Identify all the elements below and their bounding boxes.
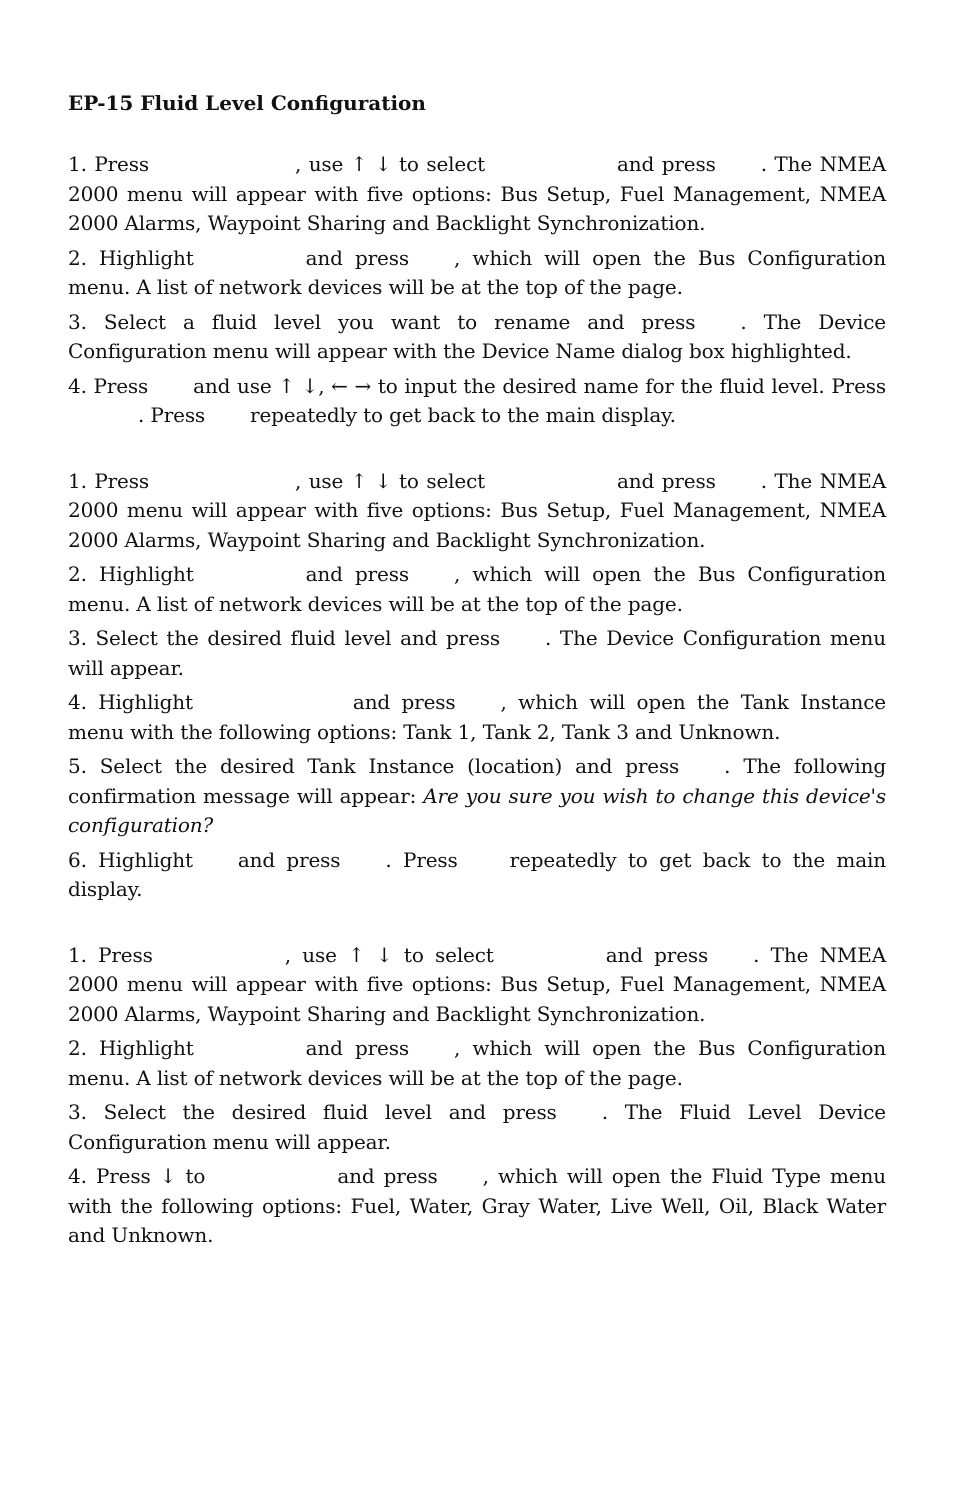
step-2 bbox=[68, 244, 886, 303]
step-text: , use ↑ ↓ to select bbox=[294, 468, 486, 493]
step-text: , which will open the Bus Configuration menu. A list of network devices will be at the top of the page. bbox=[68, 562, 886, 616]
step-text: . Press bbox=[138, 403, 206, 427]
step-text: and press bbox=[617, 468, 716, 493]
step-text: , use ↑ ↓ to select bbox=[284, 942, 494, 967]
step-text: . The following confirmation message will appear: bbox=[68, 754, 886, 808]
step-1 bbox=[68, 467, 886, 556]
step-text: and use ↑ ↓, ← → to input the desired name for the fluid level. Press bbox=[193, 373, 886, 398]
step-1 bbox=[68, 941, 886, 1030]
step-text: . Press bbox=[385, 847, 458, 872]
step-text: , which will open the Bus Configuration menu. A list of network devices will be at the top of the page. bbox=[68, 1036, 886, 1090]
step-text: 5. Select the desired Tank Instance (location) and press bbox=[68, 754, 680, 778]
step-5 bbox=[68, 752, 886, 841]
step-text: 1. Press bbox=[68, 152, 149, 176]
step-text: 2. Highlight bbox=[68, 245, 194, 270]
step-text: 3. Select the desired fluid level and press bbox=[68, 626, 500, 650]
step-2 bbox=[68, 1034, 886, 1093]
confirmation-message: Are you sure you wish to change this device's configuration? bbox=[68, 783, 886, 837]
step-text: 4. Press ↓ to bbox=[68, 1164, 206, 1188]
step-text: and press bbox=[617, 152, 716, 176]
step-text: , which will open the Tank Instance menu with the following options: Tank 1, Tank 2, Tank 3 and Unknown. bbox=[68, 690, 886, 744]
step-1 bbox=[68, 150, 886, 239]
step-text: 4. Press bbox=[68, 373, 149, 398]
step-text: and press bbox=[352, 690, 456, 714]
section-fluid-type bbox=[68, 941, 886, 1251]
step-text: and press bbox=[605, 942, 709, 967]
step-text: 4. Highlight bbox=[68, 690, 193, 714]
step-text: repeatedly to get back to the main display. bbox=[250, 403, 676, 427]
step-4 bbox=[68, 1162, 886, 1251]
step-text: 3. Select a fluid level you want to rename and press bbox=[68, 309, 696, 334]
step-text: . The Device Configuration menu will appear. bbox=[68, 626, 886, 680]
step-text: 1. Press bbox=[68, 468, 149, 493]
step-3 bbox=[68, 1098, 886, 1157]
section-rename bbox=[68, 150, 886, 431]
step-text: and press bbox=[305, 562, 409, 586]
step-text: and press bbox=[237, 847, 341, 872]
step-text: 1. Press bbox=[68, 942, 153, 967]
step-text: and press bbox=[305, 245, 409, 270]
page-title: EP-15 Fluid Level Configuration bbox=[68, 91, 426, 115]
step-4 bbox=[68, 372, 886, 431]
step-2 bbox=[68, 560, 886, 619]
step-text: 2. Highlight bbox=[68, 562, 194, 586]
step-text: 6. Highlight bbox=[68, 847, 193, 872]
step-4 bbox=[68, 688, 886, 747]
step-text: , which will open the Fluid Type menu with the following options: Fuel, Water, Gray Water, Live Well, Oil, Black Water and Unknown. bbox=[68, 1164, 887, 1247]
step-text: , use ↑ ↓ to select bbox=[294, 152, 486, 176]
step-text: . The NMEA 2000 menu will appear with five options: Bus Setup, Fuel Management, NMEA 2000 Alarms, Waypoint Sharing and Backlight Synchronization. bbox=[68, 152, 886, 235]
step-text: 3. Select the desired fluid level and press bbox=[68, 1100, 557, 1124]
step-text: , which will open the Bus Configuration menu. A list of network devices will be at the top of the page. bbox=[68, 245, 886, 299]
step-text: repeatedly to get back to the main display. bbox=[68, 847, 887, 901]
step-text: . The Device Configuration menu will appear with the Device Name dialog box highlighted. bbox=[68, 309, 886, 363]
section-tank-instance bbox=[68, 467, 886, 905]
step-3 bbox=[68, 624, 886, 683]
step-3 bbox=[68, 308, 886, 367]
document-page bbox=[68, 88, 886, 1287]
step-text: . The Fluid Level Device Configuration menu will appear. bbox=[68, 1100, 886, 1154]
step-text: and press bbox=[305, 1036, 409, 1060]
step-text: . The NMEA 2000 menu will appear with five options: Bus Setup, Fuel Management, NMEA 2000 Alarms, Waypoint Sharing and Backlight Synchronization. bbox=[68, 468, 886, 552]
step-6 bbox=[68, 846, 886, 905]
step-text: . The NMEA 2000 menu will appear with five options: Bus Setup, Fuel Management, NMEA 2000 Alarms, Waypoint Sharing and Backlight Synchronization. bbox=[68, 942, 886, 1026]
step-text: 2. Highlight bbox=[68, 1036, 194, 1060]
step-text: and press bbox=[337, 1164, 438, 1188]
